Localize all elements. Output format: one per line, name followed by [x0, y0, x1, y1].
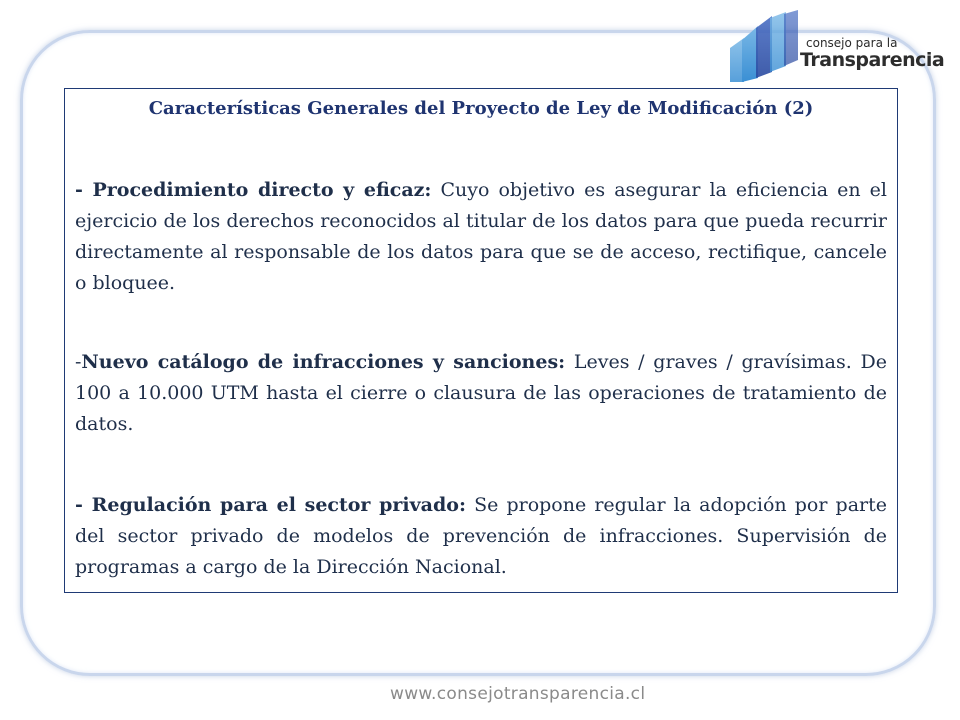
paragraph-prefix: -: [75, 351, 82, 373]
paragraph-heading: - Procedimiento directo y eficaz:: [75, 179, 432, 201]
paragraph-regulacion: [75, 490, 887, 583]
paragraph-body: Se propone regular la adopción por parte del sector privado de modelos de prevención de infracciones. Supervisión de programas a cargo de la Dirección Nacional.: [75, 494, 887, 578]
footer-url: www.consejotransparencia.cl: [390, 684, 646, 704]
content-box: [64, 88, 898, 593]
paragraph-catalogo: [75, 347, 887, 440]
slide-title: Características Generales del Proyecto de Ley de Modificación (2): [148, 98, 814, 119]
paragraph-heading: - Regulación para el sector privado:: [75, 494, 466, 516]
logo-top-text: consejo para la: [806, 36, 898, 50]
paragraph-body: Cuyo objetivo es asegurar la eficiencia en el ejercicio de los derechos reconocidos al titular de los datos para que pueda recurrir directamente al responsable de los datos para que se de acceso, rectifique, cancele o bloquee.: [75, 179, 887, 294]
paragraph-heading: Nuevo catálogo de infracciones y sanciones:: [81, 351, 566, 373]
logo-stripes-icon: [726, 10, 806, 84]
consejo-transparencia-logo: [726, 10, 945, 84]
paragraph-procedimiento: [75, 175, 887, 299]
logo-main-text: Transparencia: [800, 49, 945, 71]
paragraph-body: Leves / graves / gravísimas. De 100 a 10.000 UTM hasta el cierre o clausura de las operaciones de tratamiento de datos.: [75, 351, 887, 435]
